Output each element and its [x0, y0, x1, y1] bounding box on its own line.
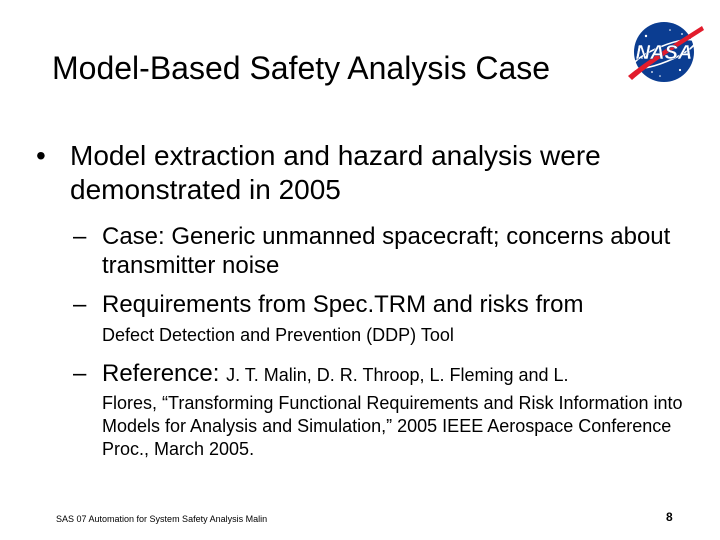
logo-text: NASA: [635, 42, 693, 64]
reference-citation: Flores, “Transforming Functional Requirements and Risk Information into Models for Analysis and Simulation,” 2005 IEEE Aerospace Conference Proc., March 2005.: [102, 393, 683, 459]
main-bullet-text: Model extraction and hazard analysis were demonstrated in 2005: [70, 140, 601, 205]
requirements-line: Requirements from Spec.TRM and risks from: [102, 291, 584, 318]
subbullet-reference-text: [102, 359, 702, 461]
nasa-meatball-icon: [622, 14, 706, 90]
slide-title: Model-Based Safety Analysis Case: [52, 50, 551, 86]
subbullet-requirements-text: [102, 290, 702, 346]
requirements-tool-line: Defect Detection and Prevention (DDP) Tool: [102, 325, 454, 345]
reference-label: Reference:: [102, 360, 227, 387]
dash-marker: –: [73, 360, 87, 387]
reference-authors: J. T. Malin, D. R. Throop, L. Fleming and L.: [226, 365, 569, 385]
subbullet-case-text: Case: Generic unmanned spacecraft; concerns about transmitter noise: [102, 223, 671, 279]
page-number: 8: [666, 510, 673, 524]
slide-footer: SAS 07 Automation for System Safety Analysis Malin: [56, 514, 268, 524]
bullet-marker: •: [36, 140, 46, 171]
dash-marker: –: [73, 291, 87, 318]
dash-marker: –: [73, 223, 87, 250]
nasa-logo: [622, 14, 706, 90]
